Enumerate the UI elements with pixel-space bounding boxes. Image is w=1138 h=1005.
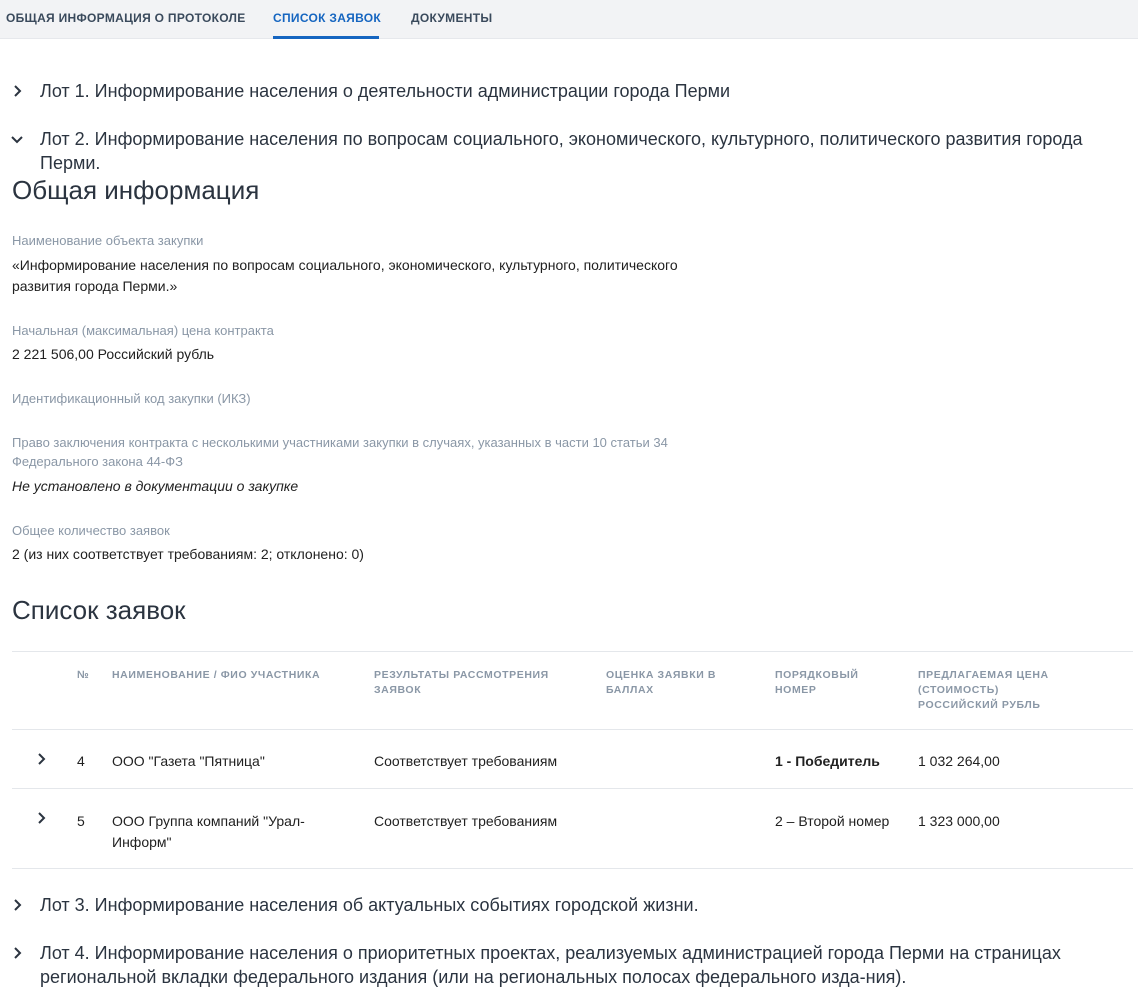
field-value-max-price: 2 221 506,00 Российский рубль <box>12 346 215 362</box>
column-header-participant: НАИМЕНОВАНИЕ / ФИО УЧАСТНИКА <box>112 669 321 681</box>
expand-row-chevron-icon[interactable] <box>34 752 48 766</box>
row-divider <box>12 788 1133 789</box>
general-info-heading: Общая информация <box>12 175 260 205</box>
field-value-applications-count: 2 (из них соответствует требованиям: 2; отклонено: 0) <box>12 546 364 562</box>
field-label-max-price: Начальная (максимальная) цена контракта <box>12 323 274 338</box>
row-rank: 1 - Победитель <box>775 753 880 769</box>
row-number: 5 <box>77 813 85 829</box>
lot-1-header[interactable] <box>0 79 1138 105</box>
column-header-results: РЕЗУЛЬТАТЫ РАССМОТРЕНИЯ ЗАЯВОК <box>374 669 549 696</box>
lot-3-header[interactable] <box>0 893 1138 919</box>
column-header-score: ОЦЕНКА ЗАЯВКИ В БАЛЛАХ <box>606 669 717 696</box>
column-header-rank: ПОРЯДКОВЫЙ НОМЕР <box>775 669 859 696</box>
row-rank: 2 – Второй номер <box>775 813 890 829</box>
lot-1-title: Лот 1. Информирование населения о деятельности администрации города Перми <box>40 81 731 101</box>
field-value-multi-participants: Не установлено в документации о закупке <box>12 478 299 494</box>
row-participant: ООО Группа компаний "Урал-Информ" <box>112 813 305 850</box>
lot-2-header[interactable] <box>0 127 1138 177</box>
row-number: 4 <box>77 753 85 769</box>
row-price: 1 032 264,00 <box>918 753 1000 769</box>
lot-4-title: Лот 4. Информирование населения о приоритетных проектах, реализуемых администрацией города Перми на страницах региональной вкладки федерального издания (или на региональных полосах федерального изда-ния). <box>40 943 1061 987</box>
tab-protocol-info[interactable]: ОБЩАЯ ИНФОРМАЦИЯ О ПРОТОКОЛЕ <box>6 11 246 25</box>
row-participant: ООО "Газета "Пятница" <box>112 753 265 769</box>
tab-bar <box>0 0 1138 39</box>
chevron-down-icon <box>10 132 24 146</box>
tab-documents[interactable]: ДОКУМЕНТЫ <box>411 11 493 25</box>
field-label-purchase-object: Наименование объекта закупки <box>12 233 204 248</box>
row-price: 1 323 000,00 <box>918 813 1000 829</box>
chevron-right-icon <box>10 84 24 98</box>
expand-row-chevron-icon[interactable] <box>34 811 48 825</box>
applications-heading: Список заявок <box>12 595 186 625</box>
lot-4-header[interactable] <box>0 941 1138 991</box>
column-header-number: № <box>77 669 90 681</box>
field-label-ikz: Идентификационный код закупки (ИКЗ) <box>12 391 251 406</box>
tab-applications-list[interactable]: СПИСОК ЗАЯВОК <box>273 11 382 25</box>
chevron-right-icon <box>10 898 24 912</box>
table-bottom-border <box>12 868 1133 869</box>
row-result: Соответствует требованиям <box>374 753 558 769</box>
row-result: Соответствует требованиям <box>374 813 558 829</box>
field-value-purchase-object: «Информирование населения по вопросам социального, экономического, культурного, политического развития города Перми.» <box>12 257 678 294</box>
chevron-right-icon <box>10 946 24 960</box>
table-header-border <box>12 729 1133 730</box>
lot-2-title: Лот 2. Информирование населения по вопросам социального, экономического, культурного, политического развития города Перми. <box>40 129 1083 173</box>
active-tab-indicator <box>273 36 379 39</box>
lot-3-title: Лот 3. Информирование населения об актуальных событиях городской жизни. <box>40 895 699 915</box>
field-label-applications-count: Общее количество заявок <box>12 523 170 538</box>
column-header-price: ПРЕДЛАГАЕМАЯ ЦЕНА (СТОИМОСТЬ) РОССИЙСКИЙ РУБЛЬ <box>918 669 1049 711</box>
field-label-multi-participants: Право заключения контракта с несколькими участниками закупки в случаях, указанных в части 10 статьи 34 Федерального закона 44-ФЗ <box>12 435 668 469</box>
table-top-border <box>12 651 1133 652</box>
